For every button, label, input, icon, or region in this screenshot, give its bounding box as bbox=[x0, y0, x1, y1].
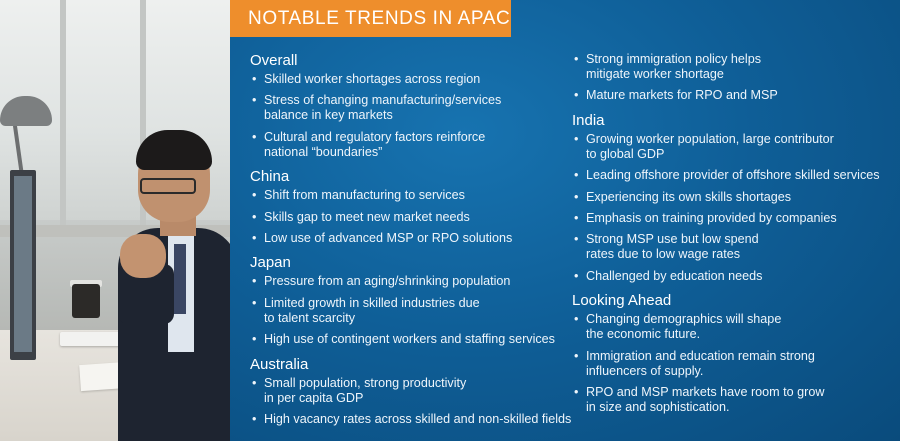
bullet-text: High vacancy rates across skilled and non-skilled fields bbox=[264, 412, 572, 426]
section-title: Australia bbox=[250, 355, 309, 373]
bullet-text: in per capita GDP bbox=[264, 390, 364, 405]
bullet-text: Leading offshore provider of offshore skilled services bbox=[586, 168, 880, 183]
bullet-text: Skilled worker shortages across region bbox=[264, 72, 481, 86]
bullet-text: Strong immigration policy helps bbox=[586, 52, 761, 66]
office-photo bbox=[0, 0, 230, 441]
bullet-text: influencers of supply. bbox=[586, 363, 704, 378]
bullet-text: Immigration and education remain strong bbox=[586, 348, 815, 363]
section-title: Overall bbox=[250, 52, 298, 69]
bullet-dot: • bbox=[252, 231, 257, 245]
bullet-text: Limited growth in skilled industries due bbox=[264, 295, 480, 310]
bullet-text: Challenged by education needs bbox=[586, 268, 763, 283]
bullet-text: Pressure from an aging/shrinking population bbox=[264, 274, 511, 289]
bullet-dot: • bbox=[574, 88, 579, 103]
bullet-dot: • bbox=[574, 385, 579, 399]
bullet-text: RPO and MSP markets have room to grow bbox=[586, 385, 825, 399]
bullet-text: balance in key markets bbox=[264, 108, 393, 123]
bullet-dot: • bbox=[252, 375, 257, 390]
bullet-text: rates due to low wage rates bbox=[586, 247, 741, 262]
bullet-text: Stress of changing manufacturing/services bbox=[264, 93, 502, 108]
page-title: NOTABLE TRENDS IN APAC bbox=[230, 0, 511, 37]
bullet-dot: • bbox=[574, 211, 579, 225]
bullet-dot: • bbox=[574, 312, 579, 327]
bullet-dot: • bbox=[252, 274, 257, 289]
bullet-text: Small population, strong productivity bbox=[264, 375, 467, 390]
bullet-text: Growing worker population, large contributor bbox=[586, 131, 834, 146]
section-title: India bbox=[572, 111, 605, 129]
bullet-dot: • bbox=[574, 268, 579, 283]
bullet-text: national “boundaries” bbox=[264, 144, 383, 159]
bullet-text: Experiencing its own skills shortages bbox=[586, 189, 792, 204]
bullet-dot: • bbox=[252, 412, 257, 426]
bullet-dot: • bbox=[252, 209, 257, 224]
bullet-text: Changing demographics will shape bbox=[586, 312, 782, 327]
bullet-text: Emphasis on training provided by companies bbox=[586, 211, 837, 225]
bullet-text: to talent scarcity bbox=[264, 310, 355, 325]
bullet-dot: • bbox=[574, 131, 579, 146]
section-title: Japan bbox=[250, 254, 291, 272]
bullet-text: the economic future. bbox=[586, 327, 701, 342]
bullet-dot: • bbox=[574, 348, 579, 363]
bullet-dot: • bbox=[574, 168, 579, 183]
bullet-text: Cultural and regulatory factors reinforce bbox=[264, 129, 486, 144]
bullet-text: to global GDP bbox=[586, 146, 665, 161]
bullet-dot: • bbox=[252, 332, 257, 347]
bullet-dot: • bbox=[252, 188, 257, 203]
bullet-text: Skills gap to meet new market needs bbox=[264, 209, 470, 224]
bullet-text: Low use of advanced MSP or RPO solutions bbox=[264, 231, 513, 245]
bullet-dot: • bbox=[252, 295, 257, 310]
bullet-dot: • bbox=[574, 52, 579, 66]
bullet-dot: • bbox=[252, 93, 257, 108]
bullet-text: in size and sophistication. bbox=[586, 400, 730, 414]
bullet-text: Shift from manufacturing to services bbox=[264, 188, 465, 203]
bullet-text: Strong MSP use but low spend bbox=[586, 232, 759, 247]
bullet-dot: • bbox=[252, 72, 257, 86]
bullet-text: mitigate worker shortage bbox=[586, 67, 724, 81]
bullet-dot: • bbox=[574, 189, 579, 204]
bullet-text: Mature markets for RPO and MSP bbox=[586, 88, 778, 103]
section-title: China bbox=[250, 168, 290, 186]
section-title: Looking Ahead bbox=[572, 292, 672, 310]
bullet-text: High use of contingent workers and staffing services bbox=[264, 332, 555, 347]
bullet-dot: • bbox=[252, 129, 257, 144]
bullet-dot: • bbox=[574, 232, 579, 247]
